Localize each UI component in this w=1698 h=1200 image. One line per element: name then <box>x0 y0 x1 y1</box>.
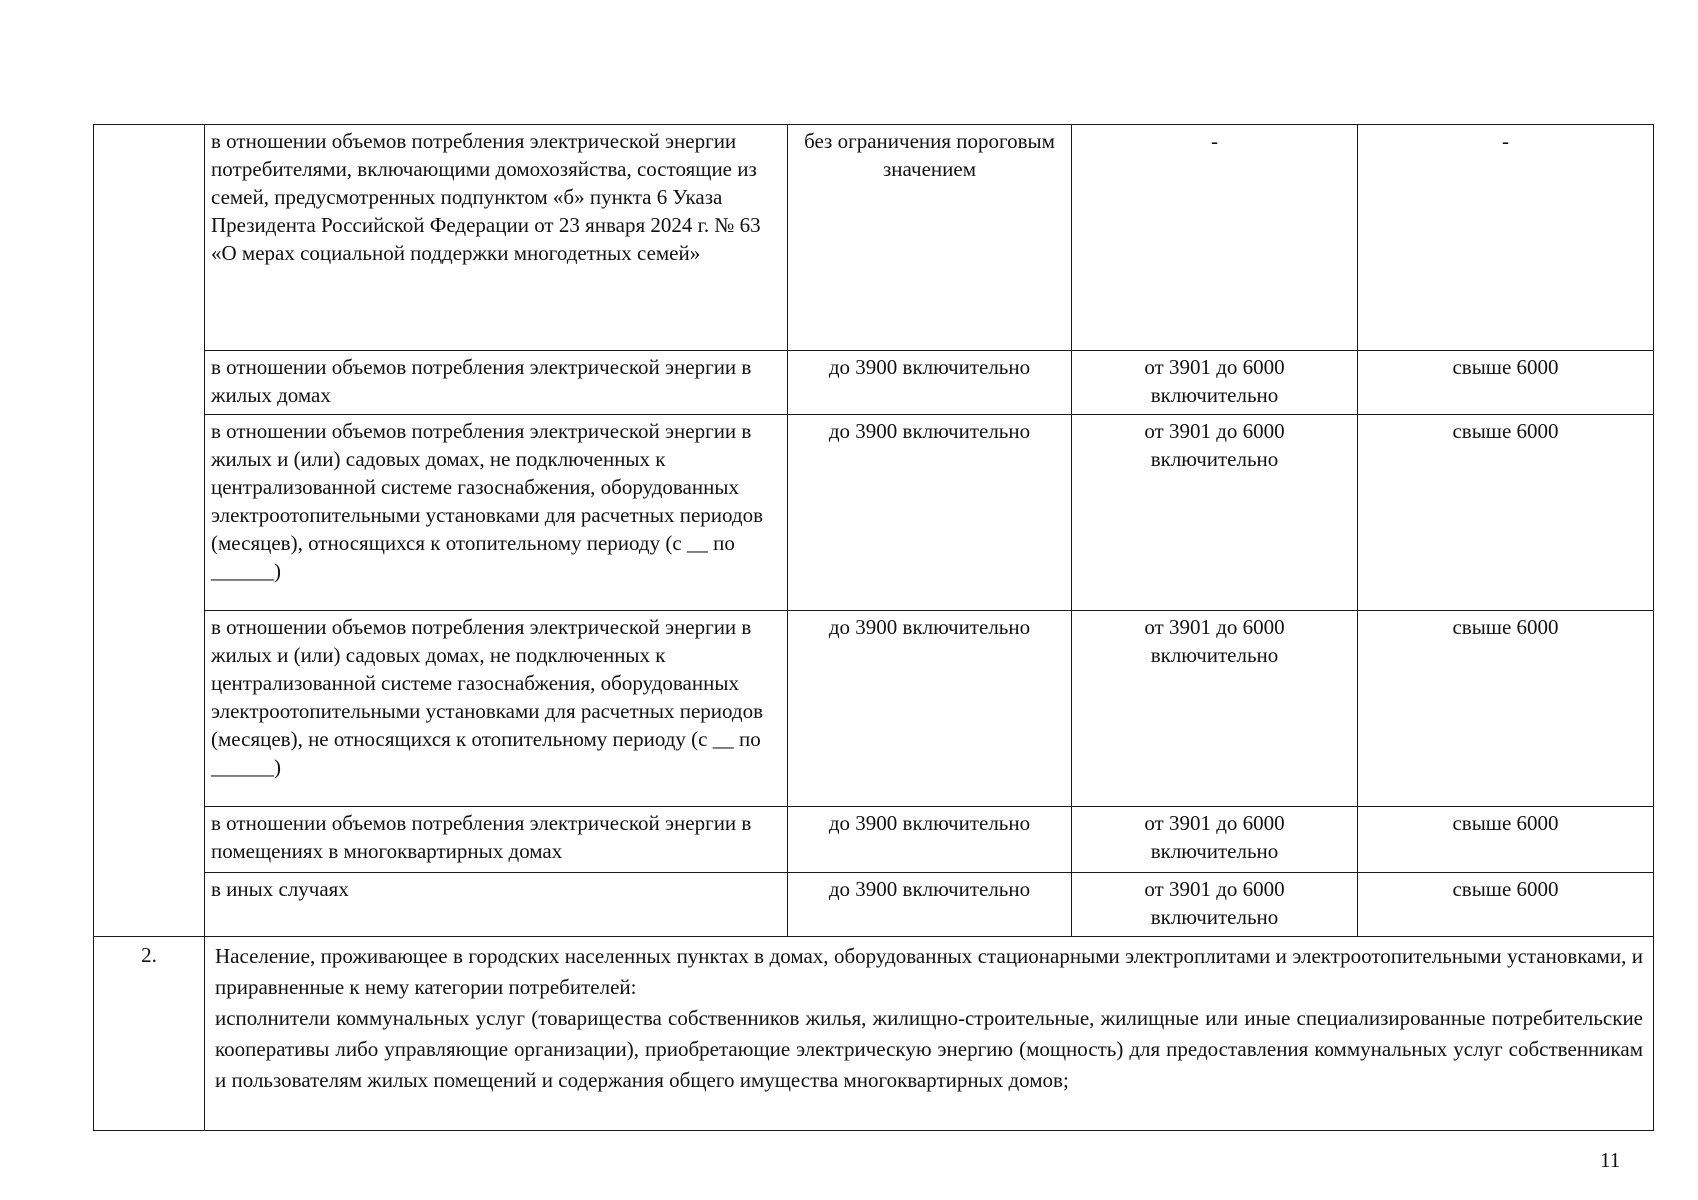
range-1-value: до 3900 включительно <box>788 873 1072 937</box>
range-3-value: свыше 6000 <box>1358 611 1654 807</box>
range-2-value: от 3901 до 6000 включительно <box>1072 351 1358 415</box>
section-description <box>205 937 1654 1131</box>
consumption-description: в отношении объемов потребления электрической энергии потребителями, включающими домохозяйства, состоящие из семей, предусмотренных подпунктом «б» пункта 6 Указа Президента Российской Федерации от 23 января 2024 г. № 63 «О мерах социальной поддержки многодетных семей» <box>205 125 788 351</box>
table-row <box>94 125 1654 351</box>
range-1-value: без ограничения пороговым значением <box>788 125 1072 351</box>
table-row <box>94 807 1654 873</box>
range-1-value: до 3900 включительно <box>788 807 1072 873</box>
range-3-value: свыше 6000 <box>1358 873 1654 937</box>
consumption-description: в отношении объемов потребления электрической энергии в помещениях в многоквартирных домах <box>205 807 788 873</box>
table-row <box>94 415 1654 611</box>
range-1-value: до 3900 включительно <box>788 415 1072 611</box>
range-3-value: свыше 6000 <box>1358 807 1654 873</box>
section-row <box>94 937 1654 1131</box>
consumption-description: в иных случаях <box>205 873 788 937</box>
range-3-value: свыше 6000 <box>1358 351 1654 415</box>
section-paragraph-2: исполнители коммунальных услуг (товарищества собственников жилья, жилищно-строительные, жилищные или иные специализированные потребительские кооперативы либо управляющие организации), приобретающие электрическую энергию (мощность) для предоставления коммунальных услуг собственникам и пользователям жилых помещений и содержания общего имущества многоквартирных домов; <box>215 1006 1643 1092</box>
table-row <box>94 351 1654 415</box>
consumption-description: в отношении объемов потребления электрической энергии в жилых и (или) садовых домах, не подключенных к централизованной системе газоснабжения, оборудованных электроотопительными установками для расчетных периодов (месяцев), не относящихся к отопительному периоду (с __ по ______) <box>205 611 788 807</box>
section-number: 2. <box>94 937 205 1131</box>
row-number-cell-empty <box>94 125 205 937</box>
table-row <box>94 611 1654 807</box>
range-1-value: до 3900 включительно <box>788 611 1072 807</box>
range-1-value: до 3900 включительно <box>788 351 1072 415</box>
tariff-table <box>93 124 1654 1131</box>
page-number: 11 <box>1600 1148 1621 1172</box>
range-3-value: - <box>1358 125 1654 351</box>
range-2-value: от 3901 до 6000 включительно <box>1072 611 1358 807</box>
range-2-value: от 3901 до 6000 включительно <box>1072 807 1358 873</box>
range-3-value: свыше 6000 <box>1358 415 1654 611</box>
consumption-description: в отношении объемов потребления электрической энергии в жилых домах <box>205 351 788 415</box>
range-2-value: от 3901 до 6000 включительно <box>1072 873 1358 937</box>
section-paragraph-1: Население, проживающее в городских населенных пунктах в домах, оборудованных стационарными электроплитами и электроотопительными установками, и приравненные к нему категории потребителей: <box>215 944 1643 999</box>
range-2-value: от 3901 до 6000 включительно <box>1072 415 1358 611</box>
table-row <box>94 873 1654 937</box>
consumption-description: в отношении объемов потребления электрической энергии в жилых и (или) садовых домах, не подключенных к централизованной системе газоснабжения, оборудованных электроотопительными установками для расчетных периодов (месяцев), относящихся к отопительному периоду (с __ по ______) <box>205 415 788 611</box>
range-2-value: - <box>1072 125 1358 351</box>
